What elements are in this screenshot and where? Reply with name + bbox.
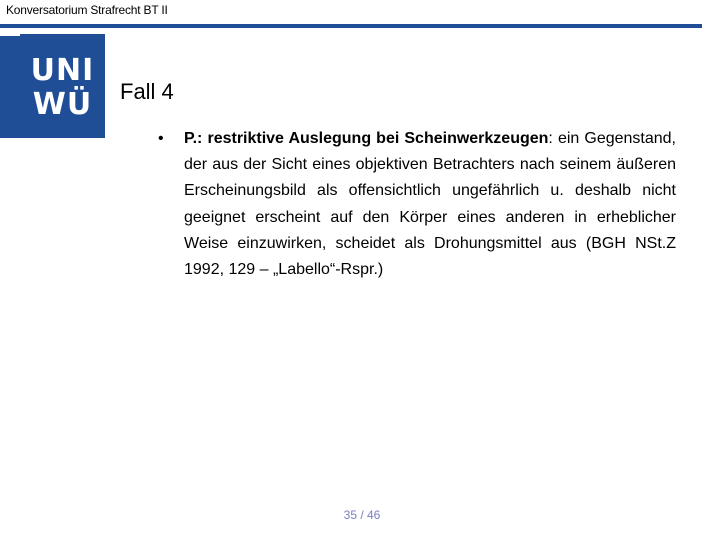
logo-side-strip [0,36,20,138]
logo-line-2: WÜ [32,87,93,122]
bullet-paragraph [184,126,676,283]
bullet-body: : ein Gegenstand, der aus der Sicht eines objektiven Betrachters nach seinem äußeren Erscheinungsbild als offensichtlich ungefährlich u. deshalb nicht geeignet erscheint auf den Körper eines anderen in erheblicher Weise einzuwirken, scheidet als Drohungsmittel aus (BGH NSt.Z 1992, 129 – „Labello“-Rspr.) [184,130,676,279]
slide-title: Fall 4 [120,79,174,104]
page-number: 35 / 46 [343,508,381,522]
course-title: Konversatorium Strafrecht BT II [6,3,168,17]
header-divider [0,24,702,28]
bullet-lead: P.: restriktive Auslegung bei Scheinwerkzeugen [184,130,549,147]
university-logo [20,34,105,138]
bullet-dot: • [158,130,164,147]
logo-line-1: UNI [30,53,95,88]
bullet-item [158,126,678,283]
